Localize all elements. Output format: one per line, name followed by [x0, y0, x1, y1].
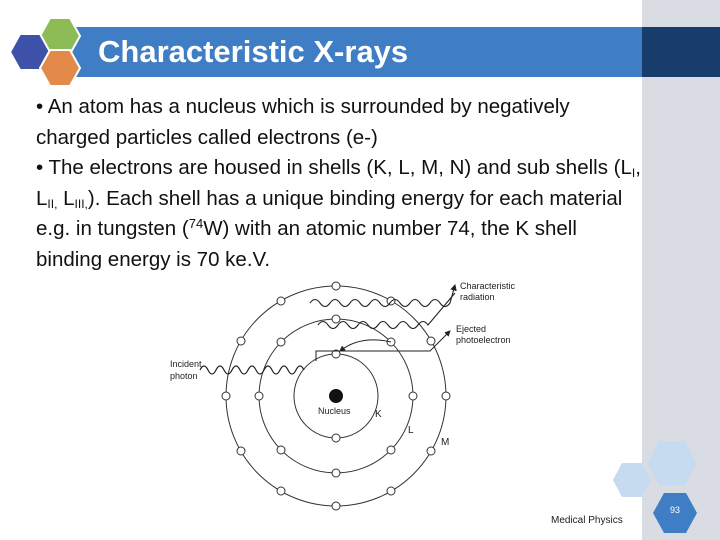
electron	[427, 337, 435, 345]
incident-photon-wave	[200, 366, 304, 374]
nucleus-dot	[329, 389, 343, 403]
electron	[277, 487, 285, 495]
hexagon-logo-icon	[0, 10, 95, 92]
bullet-text-part: ). Each shell has a unique binding energy for each material e.g. in tungsten (	[36, 186, 623, 241]
electron	[332, 469, 340, 477]
label-shell-l: L	[408, 425, 414, 436]
bullet-text-part: L	[57, 186, 75, 210]
label-shell-m: M	[441, 437, 450, 448]
bullet-electron-shells	[36, 153, 646, 275]
bullet-text-part: , L	[36, 156, 641, 210]
footer-text: Medical Physics	[551, 515, 623, 526]
electron	[442, 392, 450, 400]
electron	[387, 446, 395, 454]
electron	[222, 392, 230, 400]
subshell-subscript: III,	[74, 196, 88, 211]
bullet-text-part: W) with an atomic number 74, the K shell binding energy is 70 ke.V.	[36, 217, 577, 271]
label-ejected-photoelectron: Ejected	[456, 324, 487, 334]
decor-hexagon-upper	[646, 440, 698, 486]
label-characteristic-radiation: Characteristic	[460, 281, 516, 291]
electron	[332, 502, 340, 510]
subshell-subscript: II,	[47, 196, 58, 211]
slide-title: Characteristic X-rays	[98, 34, 409, 69]
atomic-number-superscript: 74	[188, 216, 204, 232]
electron	[237, 337, 245, 345]
title-bar-accent	[642, 27, 720, 77]
label-ejected-photoelectron-2: photoelectron	[456, 335, 511, 345]
electron	[332, 315, 340, 323]
electron	[332, 434, 340, 442]
electron	[277, 338, 285, 346]
decor-hexagon-lower	[612, 462, 652, 498]
electron	[255, 392, 263, 400]
slide-body	[36, 92, 646, 276]
bullet-atom-nucleus: • An atom has a nucleus which is surrounded by negatively charged particles called electrons (e-)	[36, 95, 570, 149]
electron	[277, 446, 285, 454]
electron	[409, 392, 417, 400]
electron	[277, 297, 285, 305]
label-characteristic-radiation-2: radiation	[460, 292, 495, 302]
label-shell-k: K	[375, 409, 382, 420]
atom-diagram	[160, 265, 540, 535]
label-incident-photon-2: photon	[170, 371, 198, 381]
characteristic-radiation-wave	[310, 285, 455, 307]
electron	[387, 487, 395, 495]
transition-arrow	[340, 340, 391, 351]
label-nucleus: Nucleus	[318, 406, 351, 416]
label-incident-photon: Incident	[170, 359, 202, 369]
bullet-text-part: • The electrons are housed in shells (K, L, M, N) and sub shells (L	[36, 156, 632, 180]
electron	[427, 447, 435, 455]
electron	[237, 447, 245, 455]
subshell-subscript: I	[631, 166, 636, 181]
page-number: 93	[669, 505, 680, 515]
electron	[332, 282, 340, 290]
